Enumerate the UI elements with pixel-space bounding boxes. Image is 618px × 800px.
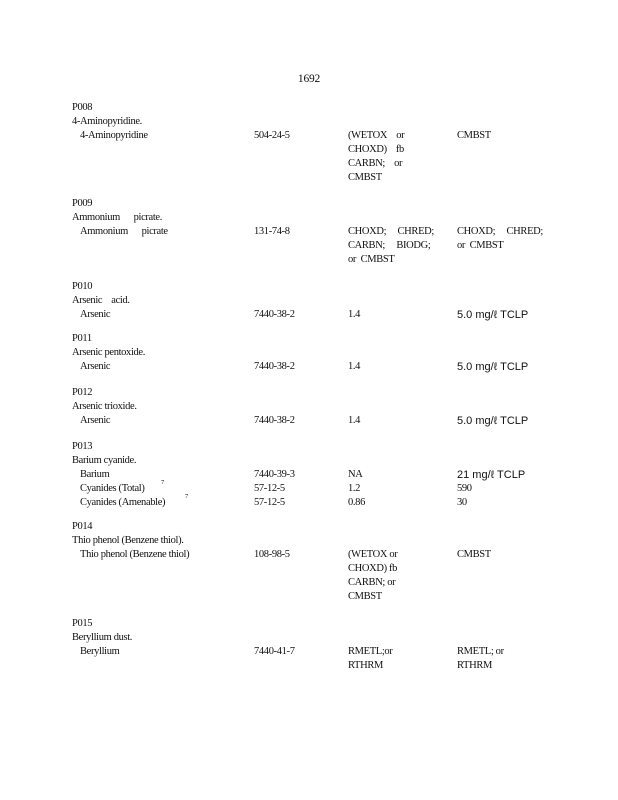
- nonwastewater-standard: 30: [457, 497, 467, 508]
- constituent-name: 4-Aminopyridine: [80, 130, 148, 141]
- cas-number: 108-98-5: [254, 549, 290, 560]
- nonwastewater-standard: CMBST: [457, 130, 491, 141]
- wastewater-standard: 0.86: [348, 497, 365, 508]
- cas-number: 7440-38-2: [254, 309, 295, 320]
- page-number: 1692: [297, 73, 321, 85]
- constituent-name: Thio phenol (Benzene thiol): [80, 549, 190, 560]
- wastewater-standard: CMBST: [348, 591, 382, 602]
- wastewater-standard: CARBN; or: [348, 158, 403, 169]
- waste-code: P010: [72, 281, 93, 292]
- wastewater-standard: CHOXD; CHRED;: [348, 226, 434, 237]
- nonwastewater-standard: 5.0 mg/ℓ TCLP: [457, 361, 529, 373]
- wastewater-standard: RTHRM: [348, 660, 383, 671]
- cas-number: 57-12-5: [254, 483, 285, 494]
- waste-code: P012: [72, 387, 93, 398]
- waste-description: Arsenic pentoxide.: [72, 347, 146, 358]
- waste-code: P011: [72, 333, 92, 344]
- nonwastewater-standard: or CMBST: [457, 240, 504, 251]
- constituent-name: Arsenic: [80, 309, 111, 320]
- cas-number: 7440-41-7: [254, 646, 295, 657]
- cas-number: 7440-39-3: [254, 469, 295, 480]
- footnote-marker: 7: [185, 493, 189, 500]
- wastewater-standard: CMBST: [348, 172, 382, 183]
- footnote-marker: 7: [161, 479, 165, 486]
- wastewater-standard: 1.4: [348, 415, 361, 426]
- waste-code: P008: [72, 102, 93, 113]
- waste-description: Beryllium dust.: [72, 632, 133, 643]
- wastewater-standard: RMETL;or: [348, 646, 393, 657]
- wastewater-standard: CHOXD) fb: [348, 144, 404, 155]
- wastewater-standard: CARBN; BIODG;: [348, 240, 431, 251]
- constituent-name: Arsenic: [80, 361, 111, 372]
- wastewater-standard: CARBN; or: [348, 577, 396, 588]
- wastewater-standard: (WETOX or: [348, 130, 405, 141]
- constituent-name: Cyanides (Total): [80, 483, 145, 494]
- wastewater-standard: 1.4: [348, 309, 361, 320]
- wastewater-standard: (WETOX or: [348, 549, 398, 560]
- waste-description: Arsenic acid.: [72, 295, 130, 306]
- nonwastewater-standard: 5.0 mg/ℓ TCLP: [457, 309, 529, 321]
- cas-number: 504-24-5: [254, 130, 290, 141]
- nonwastewater-standard: CHOXD; CHRED;: [457, 226, 543, 237]
- constituent-name: Beryllium: [80, 646, 120, 657]
- cas-number: 57-12-5: [254, 497, 285, 508]
- nonwastewater-standard: 5.0 mg/ℓ TCLP: [457, 415, 529, 427]
- wastewater-standard: 1.4: [348, 361, 361, 372]
- wastewater-standard: 1.2: [348, 483, 361, 494]
- waste-description: Arsenic trioxide.: [72, 401, 137, 412]
- nonwastewater-standard: RMETL; or: [457, 646, 504, 657]
- constituent-name: Barium: [80, 469, 110, 480]
- nonwastewater-standard: 21 mg/ℓ TCLP: [457, 469, 526, 481]
- waste-code: P014: [72, 521, 93, 532]
- constituent-name: Arsenic: [80, 415, 111, 426]
- waste-description: Barium cyanide.: [72, 455, 137, 466]
- constituent-name: Cyanides (Amenable): [80, 497, 166, 508]
- wastewater-standard: or CMBST: [348, 254, 395, 265]
- cas-number: 7440-38-2: [254, 361, 295, 372]
- waste-code: P013: [72, 441, 93, 452]
- waste-code: P009: [72, 198, 93, 209]
- cas-number: 131-74-8: [254, 226, 290, 237]
- wastewater-standard: CHOXD) fb: [348, 563, 398, 574]
- waste-code: P015: [72, 618, 93, 629]
- nonwastewater-standard: RTHRM: [457, 660, 492, 671]
- wastewater-standard: NA: [348, 469, 363, 480]
- waste-description: Ammonium picrate.: [72, 212, 162, 223]
- nonwastewater-standard: CMBST: [457, 549, 491, 560]
- nonwastewater-standard: 590: [457, 483, 472, 494]
- waste-description: 4-Aminopyridine.: [72, 116, 142, 127]
- constituent-name: Ammonium picrate: [80, 226, 168, 237]
- cas-number: 7440-38-2: [254, 415, 295, 426]
- waste-description: Thio phenol (Benzene thiol).: [72, 535, 184, 546]
